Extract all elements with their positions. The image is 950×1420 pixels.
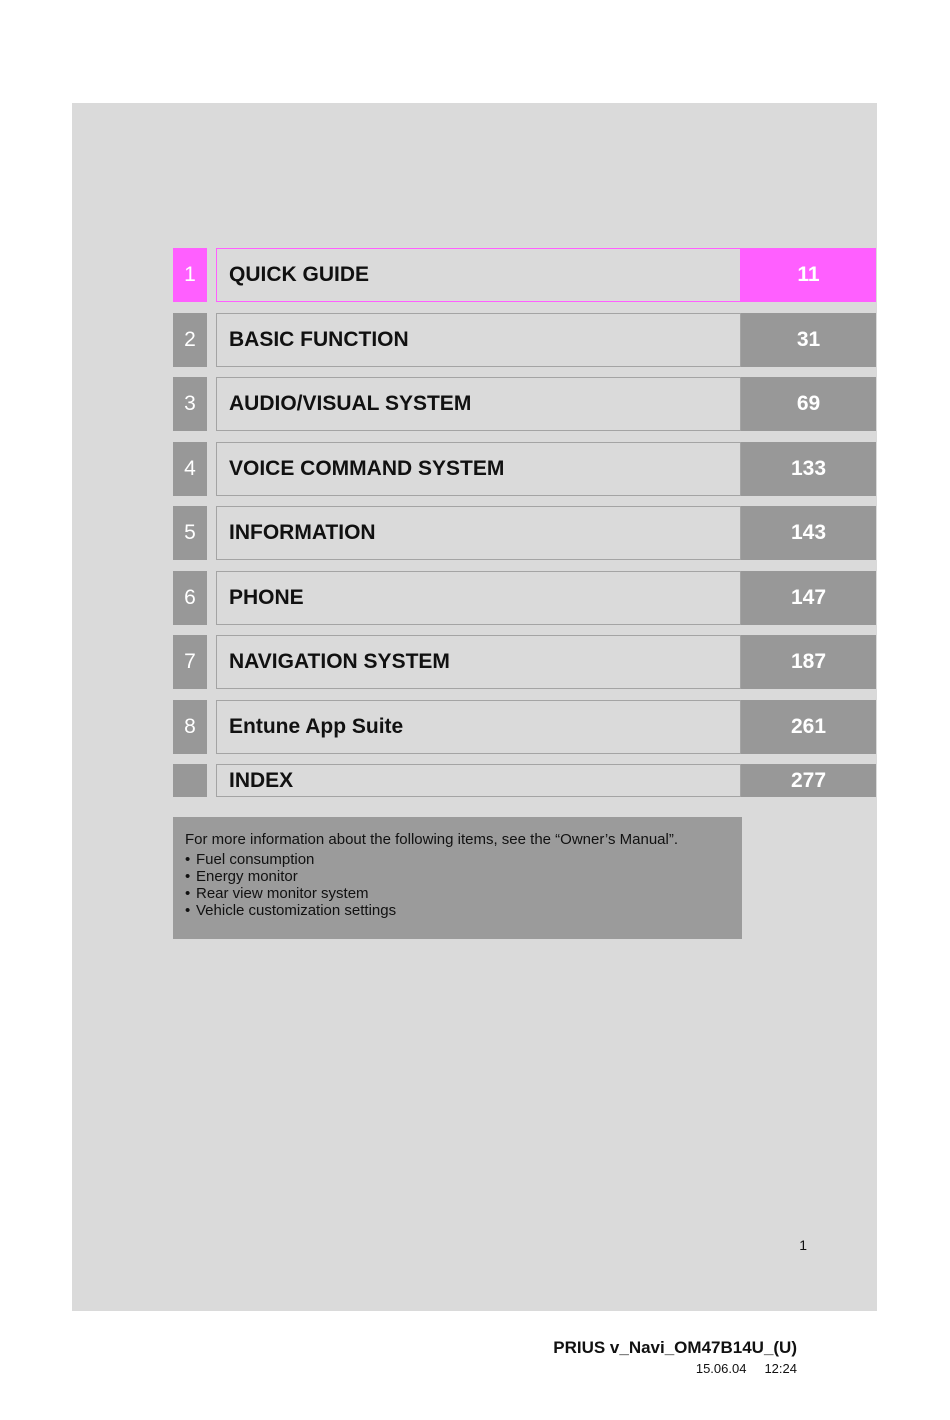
toc-row-index[interactable]	[173, 764, 876, 797]
section-number: 1	[173, 248, 207, 302]
section-page[interactable]: 261	[741, 700, 876, 754]
section-title[interactable]: BASIC FUNCTION	[216, 313, 741, 367]
list-item: • Fuel consumption	[185, 851, 315, 868]
footer-timestamp	[520, 1361, 797, 1376]
section-number: 7	[173, 635, 207, 689]
bullet-icon: •	[185, 868, 191, 885]
section-page[interactable]: 69	[741, 377, 876, 431]
section-page[interactable]: 277	[741, 764, 876, 797]
note-list	[185, 851, 730, 919]
bullet-icon: •	[185, 902, 191, 919]
bullet-icon: •	[185, 851, 191, 868]
list-item: • Energy monitor	[185, 868, 298, 885]
footer-doc-id: PRIUS v_Navi_OM47B14U_(U)	[553, 1338, 797, 1357]
section-page[interactable]: 133	[741, 442, 876, 496]
section-title[interactable]: Entune App Suite	[216, 700, 741, 754]
toc-row-entune-app-suite[interactable]	[173, 700, 876, 754]
toc-row-phone[interactable]	[173, 571, 876, 625]
section-number	[173, 764, 207, 797]
section-number: 4	[173, 442, 207, 496]
section-title[interactable]: QUICK GUIDE	[216, 248, 741, 302]
list-item: • Vehicle customization settings	[185, 902, 397, 919]
section-page[interactable]: 187	[741, 635, 876, 689]
section-page[interactable]: 147	[741, 571, 876, 625]
section-title[interactable]: PHONE	[216, 571, 741, 625]
section-number: 3	[173, 377, 207, 431]
section-page[interactable]: 31	[741, 313, 876, 367]
section-page[interactable]: 11	[741, 248, 876, 302]
list-item: • Rear view monitor system	[185, 885, 369, 902]
info-note-box	[173, 817, 742, 939]
section-number: 2	[173, 313, 207, 367]
section-title[interactable]: INFORMATION	[216, 506, 741, 560]
section-number: 5	[173, 506, 207, 560]
toc-row-basic-function[interactable]	[173, 313, 876, 367]
section-title[interactable]: INDEX	[216, 764, 741, 797]
page-number: 1	[799, 1237, 807, 1253]
toc-row-voice-command-system[interactable]	[173, 442, 876, 496]
toc-row-audio-visual-system[interactable]	[173, 377, 876, 431]
footer-date: 15.06.04	[695, 1361, 747, 1376]
section-number: 8	[173, 700, 207, 754]
footer-time: 12:24	[764, 1361, 797, 1376]
section-page[interactable]: 143	[741, 506, 876, 560]
bullet-icon: •	[185, 885, 191, 902]
toc-row-navigation-system[interactable]	[173, 635, 876, 689]
section-number: 6	[173, 571, 207, 625]
section-title[interactable]: VOICE COMMAND SYSTEM	[216, 442, 741, 496]
note-lead-text: For more information about the following items, see the “Owner’s Manual”.	[185, 831, 679, 848]
section-title[interactable]: AUDIO/VISUAL SYSTEM	[216, 377, 741, 431]
toc-row-quick-guide[interactable]	[173, 248, 876, 302]
toc-row-information[interactable]	[173, 506, 876, 560]
section-title[interactable]: NAVIGATION SYSTEM	[216, 635, 741, 689]
